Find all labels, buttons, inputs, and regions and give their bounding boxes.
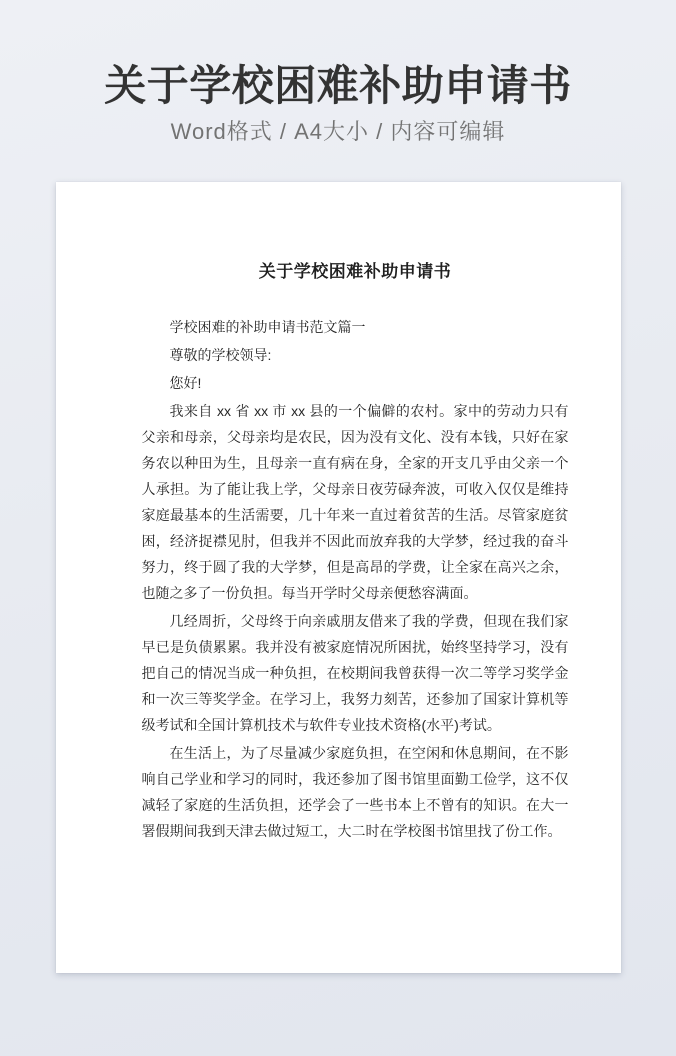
template-title: 关于学校困难补助申请书 [104, 62, 572, 109]
document-page-preview [56, 182, 621, 973]
template-header [0, 0, 676, 147]
document-paragraph: 在生活上，为了尽量减少家庭负担，在空闲和休息期间，在不影响自己学业和学习的同时，我还参加了图书馆里面勤工俭学，这不仅减轻了家庭的生活负担，还学会了一些书本上不曾有的知识。在大一署假期间我到天津去做过短工，大二时在学校图书馆里找了份工作。 [141, 745, 569, 839]
document-paragraph: 尊敬的学校领导: [169, 347, 272, 363]
document-title: 关于学校困难补助申请书 [258, 262, 452, 281]
template-subtitle: Word格式 / A4大小 / 内容可编辑 [170, 119, 506, 144]
document-paragraph: 几经周折，父母终于向亲戚朋友借来了我的学费，但现在我们家早已是负债累累。我并没有被家庭情况所困扰，始终坚持学习，没有把自己的情况当成一种负担，在校期间我曾获得一次二等学习奖学金和一次三等奖学金。在学习上，我努力刻苦，还参加了国家计算机等级考试和全国计算机技术与软件专业技术资格(水平)考试。 [141, 613, 569, 733]
document-paragraph: 我来自 xx 省 xx 市 xx 县的一个偏僻的农村。家中的劳动力只有父亲和母亲，父母亲均是农民，因为没有文化、没有本钱，只好在家务农以种田为生，且母亲一直有病在身，全家的开支几乎由父亲一个人承担。为了能让我上学，父母亲日夜劳碌奔波，可收入仅仅是维持家庭最基本的生活需要，几十年来一直过着贫苦的生活。尽管家庭贫困，经济捉襟见肘，但我并不因此而放弃我的大学梦，经过我的奋斗努力，终于圆了我的大学梦，但是高昂的学费，让全家在高兴之余，也随之多了一份负担。每当开学时父母亲便愁容满面。 [141, 403, 569, 601]
document-paragraph: 学校困难的补助申请书范文篇一 [169, 319, 366, 335]
document-paragraph: 您好! [169, 375, 202, 391]
